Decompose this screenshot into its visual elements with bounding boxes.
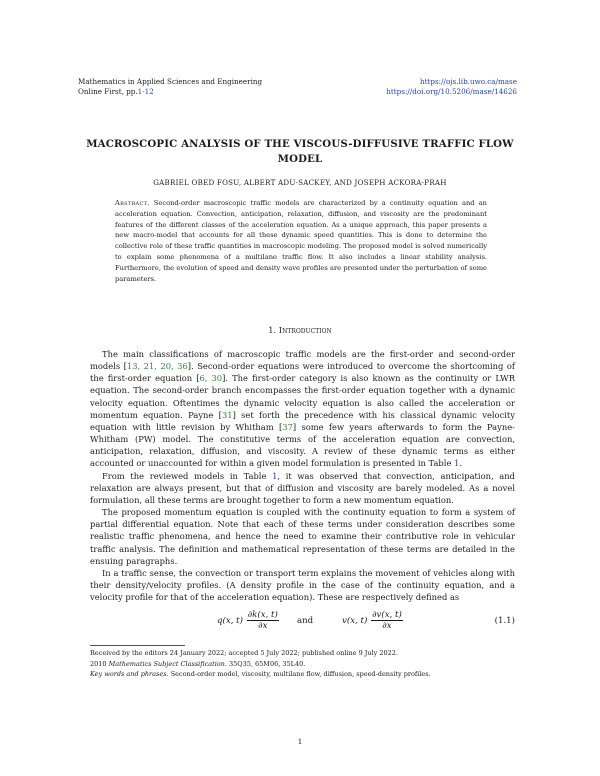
abstract-text: Second-order macroscopic traffic models are characterized by a continuity equation and an acceleration equation. Convection, anticipation, relaxation, diffusion, and viscosity are the predominant features of the different classes of the acceleration equation. As a unique approach, this paper presents a new macro-model that accounts for all these dynamic speed quantities. This is done to determine the collective role of these traffic quantities in macroscopic modeling. The proposed model is solved numerically to explain some phenomena of a multilane traffic flow. It also includes a linear stability analysis. Furthermore, the evolution of speed and density wave profiles are presented under the perturbation of some parameters. [115, 199, 487, 283]
partial-fraction-1 [247, 610, 279, 631]
title-line-2: MODEL [277, 153, 323, 165]
paragraph-text: , it was observed that convection, anticipation, and relaxation are always present, but that of diffusion and viscosity are barely modeled. As a novel formulation, all these terms are brought together to form a new momentum equation. [90, 470, 515, 505]
doi-link[interactable]: https://doi.org/10.5206/mase/14626 [386, 86, 517, 96]
paragraph-3: The proposed momentum equation is coupled with the continuity equation to form a system of partial differential equation. Note that each of these terms under consideration describes some realistic traffic phenomena, and hence the need to examine their contributive role in vehicular traffic analysis. The definition and mathematical representation of these terms are detailed in the ensuing paragraphs. [90, 507, 515, 566]
title-line-1: MACROSCOPIC ANALYSIS OF THE VISCOUS-DIFFUSIVE TRAFFIC FLOW [86, 138, 514, 150]
citation-link[interactable]: 31 [221, 409, 233, 420]
paragraph-4: In a traffic sense, the convection or transport term explains the movement of vehicles along with their density/velocity profiles. (A density profile in the case of the continuity equation, and a velocity profile for that of the acceleration equation). These are respectively defined as [90, 567, 515, 603]
paragraph-2 [90, 470, 515, 506]
citation-link[interactable]: 6, 30 [199, 373, 223, 384]
table-ref-link[interactable]: 1 [454, 458, 460, 469]
fraction-numerator: ∂k(x, t) [247, 610, 278, 620]
fraction-numerator: ∂v(x, t) [372, 610, 402, 620]
equation-and: and [297, 616, 314, 626]
issue-prefix: Online First, pp. [78, 86, 138, 96]
paragraph-text: . The first-order category is also known as the continuity or LWR equation. The second-order branch encompasses the first-order equation together with a dynamic velocity equation. Oftentimes the dynamic velocity equation is also called the acceleration or momentum equation. Payne [90, 373, 515, 420]
body-text [90, 348, 515, 603]
equation-lhs-2: v(x, t) [342, 616, 368, 626]
msc-label: Mathematics Subject Classification. [108, 659, 227, 668]
equation-right-term [342, 610, 404, 631]
equation-lhs-1: q(x, t) [217, 616, 243, 626]
paragraph-1: The main classifications of macroscopic traffic models are the first-order and second-order models [13, 21, 20, 36]. Second-order equations were introduced to overcome the shortcoming of the first-order equation [6, 30]. The first-order category is also known as the continuity or LWR equation. The second-order branch encompasses the first-order equation together with a dynamic velocity equation. Oftentimes the dynamic velocity equation is also called the acceleration or momentum equation. Payne [31] set forth the precedence with his classical dynamic velocity equation with little revision by Whitham [37] some few years afterwards to form the Payne-Whitham (PW) model. The constitutive terms of the acceleration equation are convection, anticipation, relaxation, diffusion, and viscosity. A review of these dynamic terms as either accounted or unaccounted for within a given model formulation is presented in Table 1. [90, 349, 515, 469]
fraction-denominator: ∂x [382, 621, 392, 631]
msc-year: 2010 [90, 659, 107, 668]
equation-1-1 [90, 610, 515, 634]
journal-url-link[interactable]: https://ojs.lib.uwo.ca/mase [419, 77, 517, 86]
equation-left-term [217, 610, 280, 631]
footnotes [90, 648, 515, 680]
page-number: 1 [297, 737, 303, 746]
table-ref-link[interactable]: 1 [272, 470, 278, 481]
paragraph-text: . Second-order equations were introduced to overcome the shortcoming of the first-order equation [90, 361, 515, 384]
paragraph-text: . [459, 458, 462, 469]
section-heading [60, 325, 540, 335]
running-header-left [78, 77, 262, 96]
abstract-label: Abstract. [115, 199, 150, 207]
keywords [90, 669, 515, 680]
issue-info [78, 87, 262, 97]
paragraph-text: some few years afterwards to form the Payne-Whitham (PW) model. The constitutive terms of the acceleration equation are convection, anticipation, relaxation, diffusion, and viscosity. A review of these dynamic terms as either accounted or unaccounted for within a given model formulation is presented in Table [90, 421, 515, 469]
paper-title [60, 137, 540, 167]
page-range-link[interactable]: 1-12 [137, 86, 154, 96]
received-dates: Received by the editors 24 January 2022; accepted 5 July 2022; published online 9 July 2022. [90, 649, 398, 657]
equation-number: (1.1) [494, 616, 515, 626]
journal-name: Mathematics in Applied Sciences and Engineering [78, 77, 263, 86]
paragraph-text: The main classifications of macroscopic traffic models are the first-order and second-order models [90, 349, 515, 372]
citation-link[interactable]: 13, 21, 20, 36 [126, 361, 188, 372]
paragraph-text: From the reviewed models in Table [102, 470, 273, 481]
partial-fraction-2 [371, 610, 403, 631]
keywords-label: Key words and phrases. [90, 670, 169, 678]
citation-link[interactable]: 37 [282, 421, 293, 432]
msc-codes: 35Q35, 65M06, 35L40. [229, 659, 306, 668]
fraction-denominator: ∂x [258, 621, 268, 631]
running-header-right [386, 77, 517, 96]
author-list: GABRIEL OBED FOSU, ALBERT ADU-SACKEY, AND JOSEPH ACKORA-PRAH [153, 178, 447, 187]
section-number: 1. [268, 325, 277, 335]
keywords-text: Second-order model, viscosity, multilane flow, diffusion, speed-density profiles. [170, 670, 431, 678]
footnote-rule [90, 645, 185, 646]
abstract [115, 198, 487, 284]
msc-classification [90, 659, 515, 670]
section-title: Introduction [278, 325, 332, 335]
paragraph-text: set forth the precedence with his classical dynamic velocity equation with little revision by Whitham [90, 409, 515, 432]
